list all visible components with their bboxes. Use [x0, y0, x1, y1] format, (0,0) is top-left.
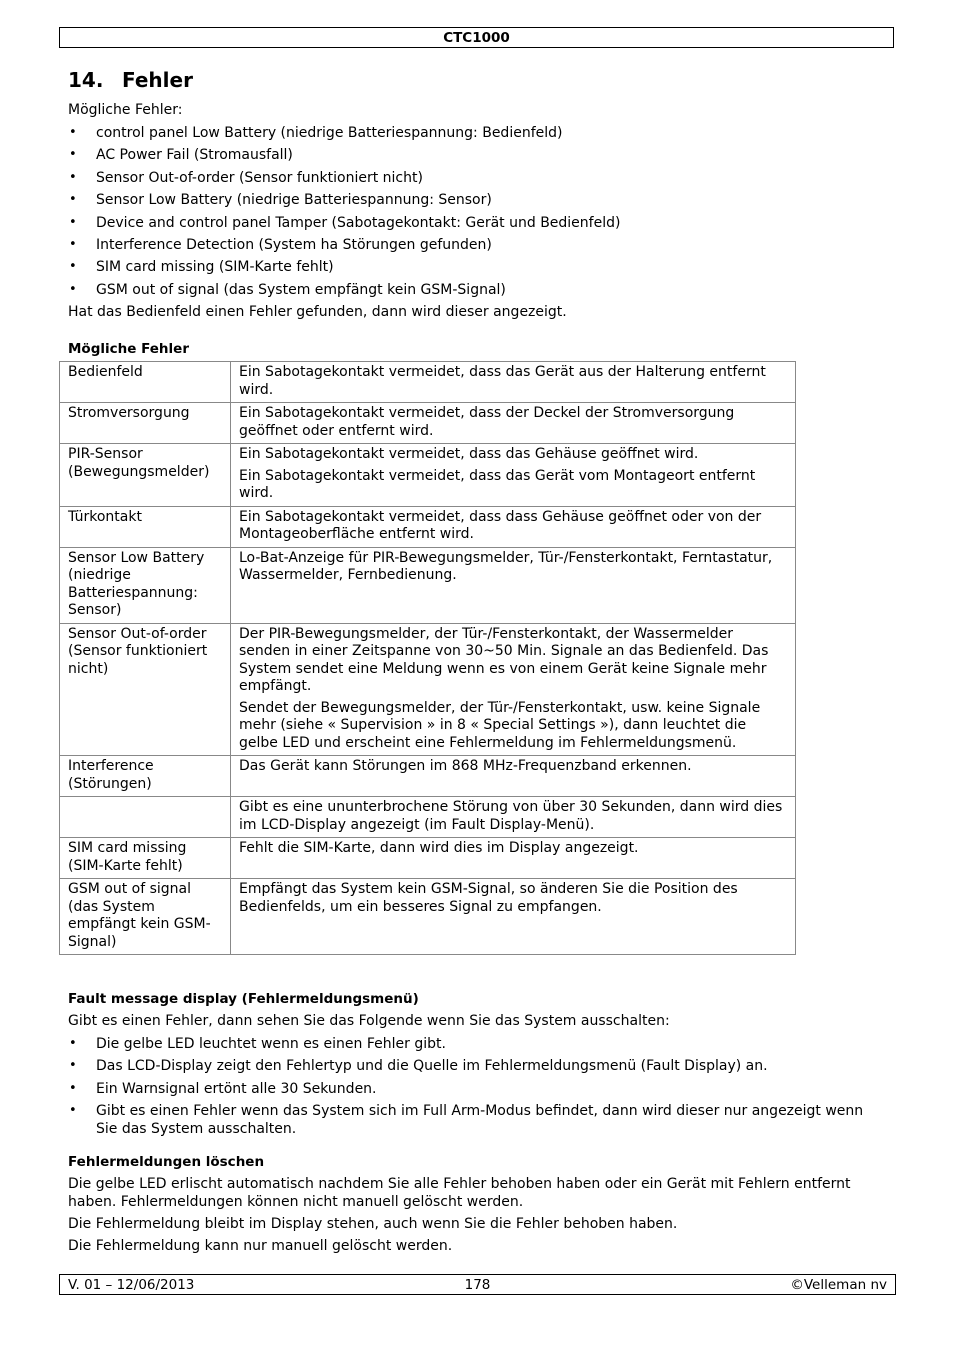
footer-copyright: ©Velleman nv: [790, 1277, 887, 1293]
table-row: [60, 403, 796, 444]
fault-description-cell: [231, 444, 796, 507]
fault-type-cell: Interference (Störungen): [60, 756, 231, 797]
fault-display-lead: Gibt es einen Fehler, dann sehen Sie das Folgende wenn Sie das System ausschalten:: [68, 1013, 670, 1029]
faults-table: [59, 361, 796, 955]
table-row: [60, 362, 796, 403]
description-paragraph: Ein Sabotagekontakt vermeidet, dass dass Gehäuse geöffnet oder von der Montageoberfläche entfernt wird.: [239, 508, 762, 542]
description-paragraph: Ein Sabotagekontakt vermeidet, dass das Gehäuse geöffnet wird.: [239, 446, 699, 462]
page-footer: [59, 1274, 896, 1295]
section-clear-faults: [68, 1153, 888, 1255]
table-row: [60, 444, 796, 507]
list-item: • AC Power Fail (Stromausfall): [68, 146, 888, 164]
fault-description-cell: [231, 797, 796, 838]
list-item: • GSM out of signal (das System empfängt kein GSM-Signal): [68, 281, 888, 299]
clear-faults-title: Fehlermeldungen löschen: [68, 1154, 265, 1171]
list-item: • Sensor Low Battery (niedrige Batteriespannung: Sensor): [68, 191, 888, 209]
fault-type-cell: Türkontakt: [60, 506, 231, 547]
fault-description-cell: [231, 756, 796, 797]
footer-version: V. 01 – 12/06/2013: [68, 1277, 195, 1293]
fault-description-cell: [231, 879, 796, 955]
table-row: [60, 797, 796, 838]
list-item: • Die gelbe LED leuchtet wenn es einen Fehler gibt.: [68, 1035, 888, 1053]
fault-type-cell: Sensor Out-of-order (Sensor funktioniert nicht): [60, 623, 231, 756]
list-item: • Das LCD-Display zeigt den Fehlertyp und die Quelle im Fehlermeldungsmenü (Fault Display) an.: [68, 1057, 888, 1075]
fault-type-cell: Sensor Low Battery (niedrige Batteriespannung: Sensor): [60, 547, 231, 623]
section-fault-display: [68, 990, 888, 1255]
description-paragraph: Sendet der Bewegungsmelder, der Tür-/Fensterkontakt, usw. keine Signale mehr (siehe « Supervision » in 8 « Special Settings »), dann leuchtet die gelbe LED und erscheint eine Fehlermeldung im Fehlermeldungsmenü.: [239, 699, 761, 751]
page-header: [59, 27, 894, 48]
paragraph: Die Fehlermeldung kann nur manuell gelöscht werden.: [68, 1238, 453, 1255]
list-item: • Interference Detection (System ha Störungen gefunden): [68, 236, 888, 254]
list-item: • Device and control panel Tamper (Sabotagekontakt: Gerät und Bedienfeld): [68, 214, 888, 232]
table-row: [60, 879, 796, 955]
table-row: [60, 506, 796, 547]
fault-display-title: Fault message display (Fehlermeldungsmenü): [68, 991, 419, 1007]
paragraph: Die gelbe LED erlischt automatisch nachdem Sie alle Fehler behoben haben oder ein Gerät mit Fehlern entfernt haben. Fehlermeldungen können nicht manuell gelöscht werden.: [68, 1176, 851, 1211]
section-heading: [68, 66, 888, 94]
section-fehler: [68, 66, 888, 358]
fault-description-cell: [231, 506, 796, 547]
paragraph: Die Fehlermeldung bleibt im Display stehen, auch wenn Sie die Fehler behoben haben.: [68, 1216, 678, 1233]
description-paragraph: Empfängt das System kein GSM-Signal, so änderen Sie die Position des Bedienfelds, um ein besseres Signal zu empfangen.: [239, 881, 738, 915]
description-paragraph: Gibt es eine ununterbrochene Störung von über 30 Sekunden, dann wird dies im LCD-Display angezeigt (im Fault Display-Menü).: [239, 799, 783, 833]
list-item: • Gibt es einen Fehler wenn das System sich im Full Arm-Modus befindet, dann wird dieser nur angezeigt wenn Sie das System ausschalten.: [68, 1102, 888, 1138]
table-row: [60, 547, 796, 623]
section-number: 14.: [68, 68, 104, 92]
fault-description-cell: [231, 838, 796, 879]
after-list-text: Hat das Bedienfeld einen Fehler gefunden, dann wird dieser angezeigt.: [68, 304, 567, 321]
description-paragraph: Lo-Bat-Anzeige für PIR-Bewegungsmelder, Tür-/Fensterkontakt, Ferntastatur, Wassermelder, Fernbedienung.: [239, 549, 773, 583]
fault-description-cell: [231, 362, 796, 403]
description-paragraph: Fehlt die SIM-Karte, dann wird dies im Display angezeigt.: [239, 840, 639, 856]
list-item: • Ein Warnsignal ertönt alle 30 Sekunden.: [68, 1080, 888, 1098]
fault-type-cell: Bedienfeld: [60, 362, 231, 403]
table-row: [60, 838, 796, 879]
fault-description-cell: [231, 547, 796, 623]
list-item: • Sensor Out-of-order (Sensor funktioniert nicht): [68, 169, 888, 187]
fault-type-cell: PIR-Sensor (Bewegungsmelder): [60, 444, 231, 507]
description-paragraph: Ein Sabotagekontakt vermeidet, dass der Deckel der Stromversorgung geöffnet oder entfernt wird.: [239, 405, 735, 439]
fault-type-cell: GSM out of signal (das System empfängt kein GSM-Signal): [60, 879, 231, 955]
fault-description-cell: [231, 403, 796, 444]
table-title: Mögliche Fehler: [68, 341, 189, 358]
footer-page-number: 178: [464, 1277, 491, 1293]
description-paragraph: Ein Sabotagekontakt vermeidet, dass das Gerät vom Montageort entfernt wird.: [239, 467, 756, 501]
table-row: [60, 623, 796, 756]
fault-description-cell: [231, 623, 796, 756]
fault-display-list: [68, 1035, 888, 1138]
description-paragraph: Das Gerät kann Störungen im 868 MHz-Frequenzband erkennen.: [239, 758, 692, 774]
table-row: [60, 756, 796, 797]
list-item: • control panel Low Battery (niedrige Batteriespannung: Bedienfeld): [68, 124, 888, 142]
fault-list: [68, 124, 888, 299]
list-item: • SIM card missing (SIM-Karte fehlt): [68, 258, 888, 276]
description-paragraph: Der PIR-Bewegungsmelder, der Tür-/Fensterkontakt, der Wassermelder senden in einer Zeitspanne von 30~50 Min. Signale an das Bedienfeld. Das System sendet eine Meldung wenn es von einem Gerät keine Signale mehr empfängt.: [239, 625, 769, 694]
fault-type-cell: [60, 797, 231, 838]
fault-type-cell: SIM card missing (SIM-Karte fehlt): [60, 838, 231, 879]
fault-type-cell: Stromversorgung: [60, 403, 231, 444]
section-title: Fehler: [122, 68, 193, 92]
header-title: CTC1000: [443, 30, 510, 46]
intro-text: Mögliche Fehler:: [68, 102, 183, 118]
description-paragraph: Ein Sabotagekontakt vermeidet, dass das Gerät aus der Halterung entfernt wird.: [239, 364, 766, 398]
